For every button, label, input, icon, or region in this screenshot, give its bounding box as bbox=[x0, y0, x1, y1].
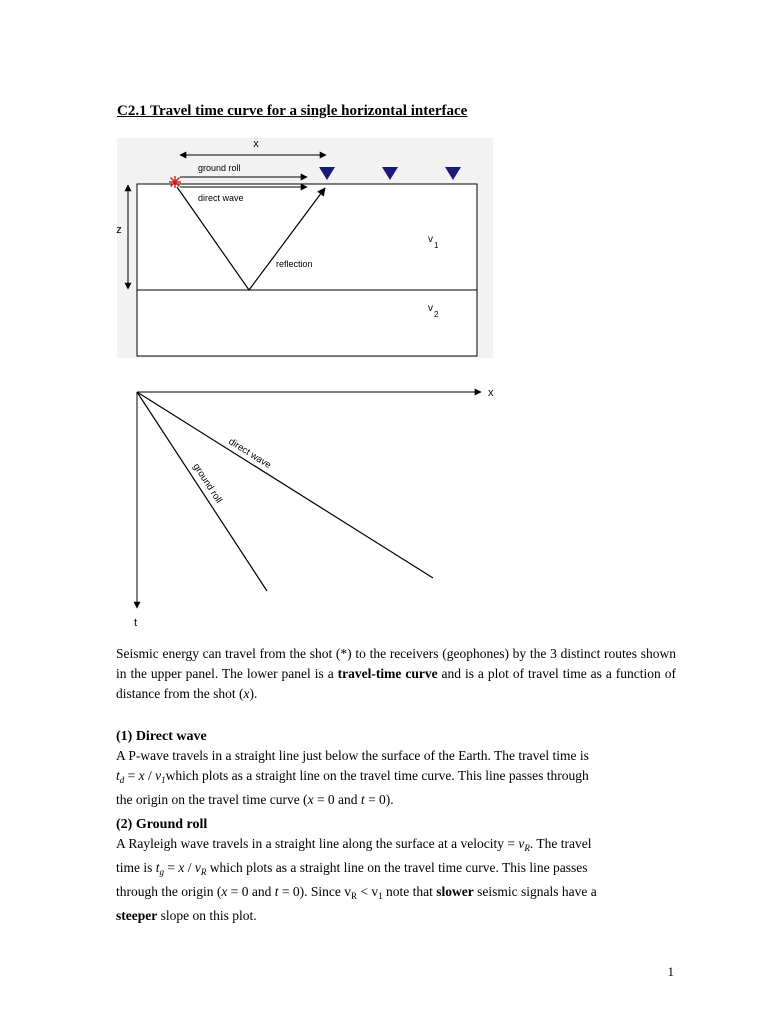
direct-wave-label: direct wave bbox=[198, 193, 244, 203]
ground-roll-equation: $t_g = x / v_R$ bbox=[155, 860, 207, 877]
ground-roll-label: ground roll bbox=[198, 163, 241, 173]
ground-roll-curve-label: ground roll bbox=[190, 461, 225, 506]
reflection-label: reflection bbox=[276, 259, 313, 269]
section-heading: C2.1 Travel time curve for a single horizontal interface bbox=[117, 103, 468, 119]
page-number: 1 bbox=[667, 964, 674, 979]
section-1-title: (1) Direct wave bbox=[116, 729, 207, 744]
section-2-body: A Rayleigh wave travels in a straight line along the surface at a velocity = $v_R$. The travel time is $t_g = x / v_R$ which plots as a straight line on the travel time curve. This line passes through the origin (x = 0 and t = 0). Since $v_R < v_1$ note that slower seismic signals have a steeper slope on this plot. bbox=[116, 836, 597, 923]
shot-star-icon bbox=[169, 176, 181, 188]
z-depth-label: z bbox=[116, 224, 122, 236]
layer-1 bbox=[137, 184, 477, 290]
section-2-title: (2) Ground roll bbox=[116, 817, 208, 832]
intro-paragraph: Seismic energy can travel from the shot (*) to the receivers (geophones) by the 3 distinct routes shown in the upper panel. The lower panel is a travel-time curve and is a plot of travel time as a function of distance from the shot (x). bbox=[116, 646, 676, 701]
section-1-body: A P-wave travels in a straight line just below the surface of the Earth. The travel time is $t_d = x$ / $v_1which$ plots as a straight line on the travel time curve. This line passes through the origin on the travel time curve (x = 0 and t = 0). bbox=[116, 748, 589, 807]
direct-wave-equation: $t_d = x / v_1$ bbox=[116, 768, 166, 785]
layer-2 bbox=[137, 290, 477, 356]
x-axis-label: x bbox=[488, 387, 494, 399]
x-distance-label: x bbox=[253, 138, 259, 150]
v1-label: $v_1$ bbox=[428, 234, 439, 250]
v2-label: $v_2$ bbox=[428, 303, 439, 319]
direct-wave-curve bbox=[137, 392, 433, 578]
direct-wave-curve-label: direct wave bbox=[226, 436, 273, 472]
t-axis-label: t bbox=[134, 617, 138, 629]
ground-roll-curve bbox=[137, 392, 267, 591]
